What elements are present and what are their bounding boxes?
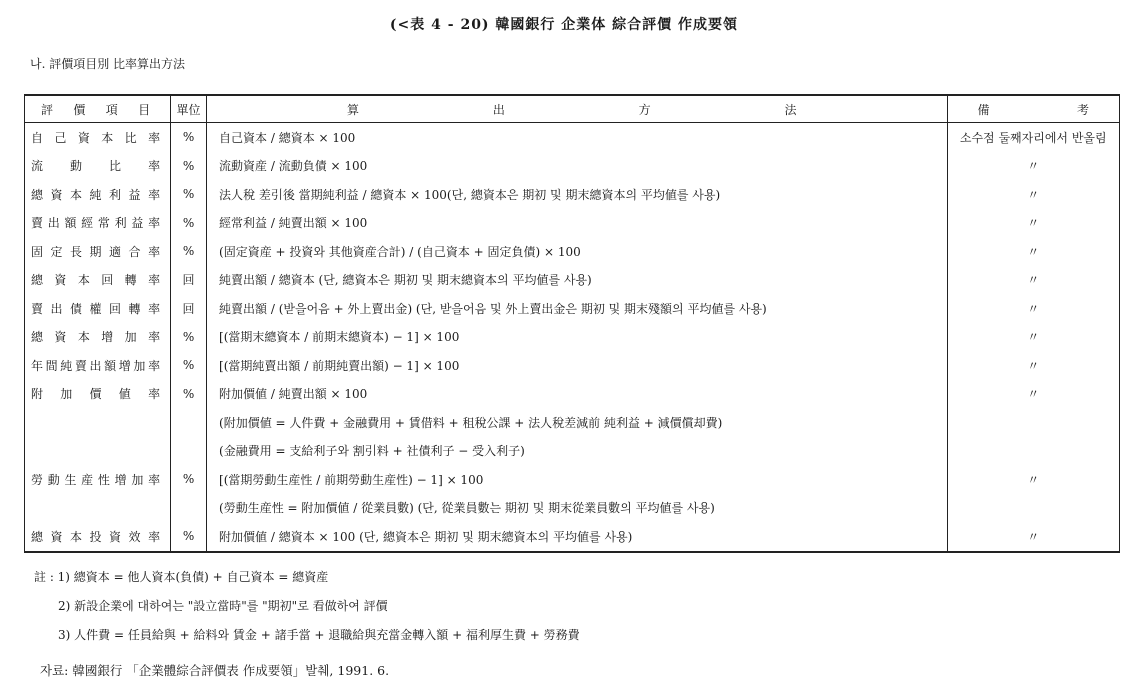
header-method: 算 出 方 法: [207, 95, 947, 123]
row-note: 〃: [1027, 273, 1040, 288]
row-item: 總資本純利益率: [25, 180, 171, 209]
row-item: 流動比率: [25, 152, 171, 181]
table-row: [25, 323, 1120, 352]
row-unit: %: [171, 465, 207, 494]
row-item: [25, 408, 171, 437]
row-note: [947, 494, 1120, 523]
row-item: 勞動生産性增加率: [25, 465, 171, 494]
row-unit: %: [171, 180, 207, 209]
row-method: (金融費用 = 支給利子와 割引料 + 社債利子 − 受入利子): [207, 437, 947, 466]
row-note: 〃: [1027, 244, 1040, 259]
table-header-row: [25, 95, 1120, 123]
row-method: 法人稅 差引後 當期純利益 / 總資本 × 100(단, 總資本은 期初 및 期末總資本의 平均値를 사용): [207, 180, 947, 209]
row-method: [(當期純賣出額 / 前期純賣出額) − 1] × 100: [207, 351, 947, 380]
row-note: 〃: [1027, 387, 1040, 402]
row-unit: %: [171, 237, 207, 266]
row-method: (勞動生産性 = 附加價値 / 從業員數) (단, 從業員數는 期初 및 期末從業員數의 平均値를 사용): [207, 494, 947, 523]
row-note: 〃: [1027, 159, 1040, 174]
table-row: [25, 465, 1120, 494]
header-item: 評 價 項 目: [25, 95, 171, 123]
table-row: [25, 494, 1120, 523]
footnote-2: 2) 新設企業에 대하여는 "設立當時"를 "期初"로 看做하여 評價: [58, 599, 388, 613]
header-note: 備 考: [947, 95, 1120, 123]
row-item: 附加價値率: [25, 380, 171, 409]
row-item: 賣出額經常利益率: [25, 209, 171, 238]
row-unit: %: [171, 380, 207, 409]
row-note: [947, 437, 1120, 466]
table-row: [25, 522, 1120, 552]
table-row: [25, 152, 1120, 181]
row-method: 附加價値 / 純賣出額 × 100: [207, 380, 947, 409]
row-unit: %: [171, 209, 207, 238]
table-row: [25, 351, 1120, 380]
ratio-table: [24, 94, 1120, 553]
table-row: [25, 209, 1120, 238]
row-unit: %: [171, 522, 207, 552]
row-method: 自己資本 / 總資本 × 100: [207, 123, 947, 152]
section-subtitle: 나. 評價項目別 比率算出方法: [30, 57, 186, 71]
row-unit: [171, 437, 207, 466]
row-unit: 回: [171, 266, 207, 295]
header-unit: 單位: [171, 95, 207, 123]
table-row: [25, 294, 1120, 323]
row-note: 〃: [1027, 358, 1040, 373]
row-item: 自己資本比率: [25, 123, 171, 152]
row-unit: [171, 494, 207, 523]
table-row: [25, 408, 1120, 437]
row-item: [25, 437, 171, 466]
row-method: (固定資産 + 投資와 其他資産合計) / (自己資本 + 固定負債) × 100: [207, 237, 947, 266]
table-row: [25, 266, 1120, 295]
row-method: 經常利益 / 純賣出額 × 100: [207, 209, 947, 238]
source-citation: 자료: 韓國銀行 「企業體綜合評價表 作成要領」발췌, 1991. 6.: [40, 663, 390, 678]
row-unit: 回: [171, 294, 207, 323]
row-method: 流動資産 / 流動負債 × 100: [207, 152, 947, 181]
table-row: [25, 123, 1120, 152]
row-method: 純賣出額 / 總資本 (단, 總資本은 期初 및 期末總資本의 平均値를 사용): [207, 266, 947, 295]
row-unit: %: [171, 323, 207, 352]
row-item: 固定長期適合率: [25, 237, 171, 266]
row-item: [25, 494, 171, 523]
row-unit: %: [171, 351, 207, 380]
row-method: [(當期末總資本 / 前期末總資本) − 1] × 100: [207, 323, 947, 352]
table-row: [25, 180, 1120, 209]
page-title: (<表 4 - 20) 韓國銀行 企業体 綜合評價 作成要領: [389, 17, 739, 33]
row-note: [947, 408, 1120, 437]
row-item: 賣出債權回轉率: [25, 294, 171, 323]
row-unit: [171, 408, 207, 437]
row-method: [(當期勞動生産性 / 前期勞動生産性) − 1] × 100: [207, 465, 947, 494]
row-unit: %: [171, 152, 207, 181]
row-method: 附加價値 / 總資本 × 100 (단, 總資本은 期初 및 期末總資本의 平均値를 사용): [207, 522, 947, 552]
table-row: [25, 380, 1120, 409]
footnote-3: 3) 人件費 = 任員給與 + 給料와 賃金 + 諸手當 + 退職給與充當金轉入額 + 福利厚生費 + 勞務費: [58, 628, 580, 642]
footnote-1: 註 : 1) 總資本 = 他人資本(負債) + 自己資本 = 總資産: [34, 570, 329, 584]
row-note: 〃: [1027, 472, 1040, 487]
row-item: 總資本回轉率: [25, 266, 171, 295]
row-item: 總資本投資效率: [25, 522, 171, 552]
row-unit: %: [171, 123, 207, 152]
row-item: 總資本增加率: [25, 323, 171, 352]
table-row: [25, 437, 1120, 466]
row-note: 〃: [1027, 187, 1040, 202]
row-note: 〃: [1027, 529, 1040, 544]
row-item: 年間純賣出額增加率: [25, 351, 171, 380]
row-method: (附加價値 = 人件費 + 金融費用 + 賃借料 + 租稅公課 + 法人稅差減前 純利益 + 減價償却費): [207, 408, 947, 437]
row-method: 純賣出額 / (받을어음 + 外上賣出金) (단, 받을어음 및 外上賣出金은 期初 및 期末殘額의 平均値를 사용): [207, 294, 947, 323]
row-note: 〃: [1027, 330, 1040, 345]
row-note: 소수점 둘째자리에서 반올림: [959, 130, 1107, 145]
row-note: 〃: [1027, 301, 1040, 316]
table-row: [25, 237, 1120, 266]
row-note: 〃: [1027, 216, 1040, 231]
